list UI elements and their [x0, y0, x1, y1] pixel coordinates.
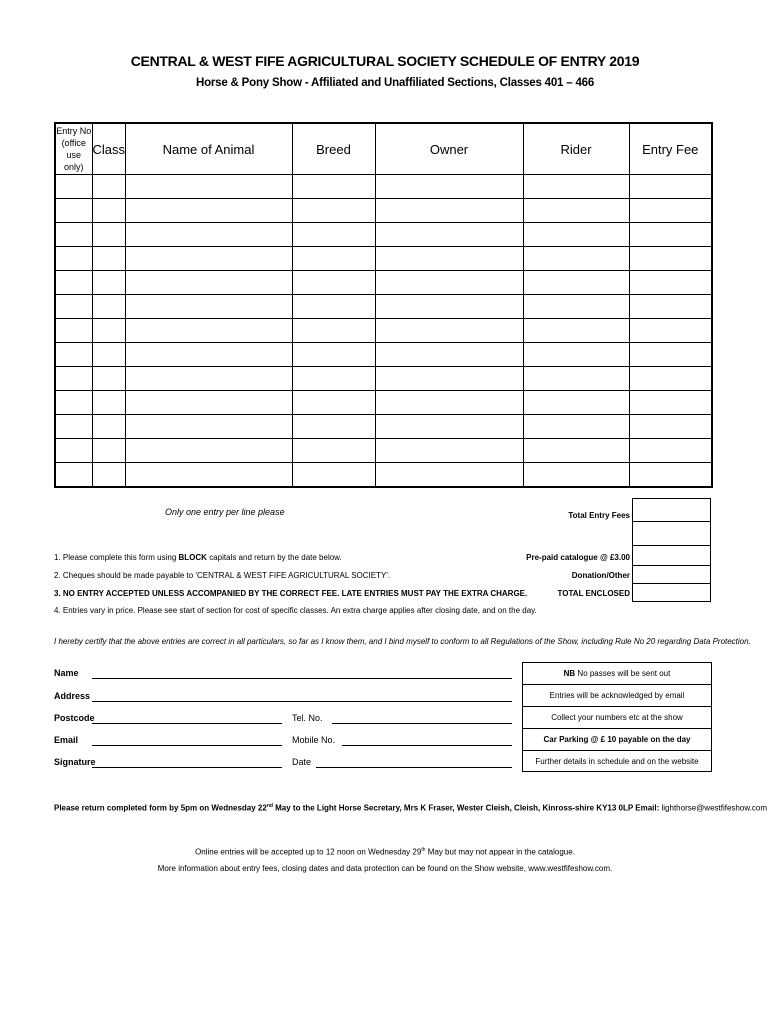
catalogue-label: Pre-paid catalogue @ £3.00: [526, 553, 630, 562]
entry-fee-cell[interactable]: [629, 223, 712, 247]
date-field[interactable]: [316, 767, 512, 768]
breed-cell[interactable]: [292, 319, 375, 343]
header-owner: Owner: [375, 123, 523, 175]
postcode-label: Postcode: [54, 713, 95, 723]
email-field[interactable]: [92, 745, 282, 746]
table-row: [55, 343, 712, 367]
more-information-note: More information about entry fees, closing dates and data protection can be found on the Show website, www.westfifeshow.com.: [157, 864, 613, 873]
owner-cell[interactable]: [375, 415, 523, 439]
class-cell[interactable]: [92, 295, 125, 319]
entry-no-cell[interactable]: [55, 223, 92, 247]
breed-cell[interactable]: [292, 199, 375, 223]
total-enclosed-field[interactable]: [632, 584, 711, 602]
signature-label: Signature: [54, 757, 96, 767]
rider-cell[interactable]: [523, 247, 629, 271]
return-instructions: Please return completed form by 5pm on Wednesday 22nd May to the Light Horse Secretary, Mrs K Fraser, Wester Cleish, Cleish, Kinross-shire KY13 0LP Email: lighthorse@westfifeshow.com: [54, 803, 767, 813]
breed-cell[interactable]: [292, 247, 375, 271]
class-cell[interactable]: [92, 415, 125, 439]
breed-cell[interactable]: [292, 271, 375, 295]
table-header-row: [55, 123, 712, 175]
rider-cell[interactable]: [523, 367, 629, 391]
class-cell[interactable]: [92, 343, 125, 367]
note-1: 1. Please complete this form using BLOCK capitals and return by the date below.: [54, 553, 342, 562]
entry-fee-cell[interactable]: [629, 439, 712, 463]
entry-no-cell[interactable]: [55, 367, 92, 391]
owner-cell[interactable]: [375, 319, 523, 343]
animal-name-cell[interactable]: [125, 223, 292, 247]
total-enclosed-label: TOTAL ENCLOSED: [557, 589, 630, 598]
owner-cell[interactable]: [375, 439, 523, 463]
entry-no-cell[interactable]: [55, 319, 92, 343]
owner-cell[interactable]: [375, 391, 523, 415]
address-label: Address: [54, 691, 91, 701]
entry-no-cell[interactable]: [55, 439, 92, 463]
breed-cell[interactable]: [292, 391, 375, 415]
table-row: [55, 175, 712, 199]
owner-cell[interactable]: [375, 199, 523, 223]
rider-cell[interactable]: [523, 343, 629, 367]
name-label: Name: [54, 668, 79, 678]
total-entry-fees-field[interactable]: [632, 498, 711, 522]
header-breed: Breed: [292, 123, 375, 175]
entry-no-cell[interactable]: [55, 343, 92, 367]
header-rider: Rider: [523, 123, 629, 175]
blank-total-field[interactable]: [632, 522, 711, 546]
class-cell[interactable]: [92, 367, 125, 391]
tel-label: Tel. No.: [292, 713, 323, 723]
class-cell[interactable]: [92, 247, 125, 271]
owner-cell[interactable]: [375, 247, 523, 271]
table-row: [55, 439, 712, 463]
collect-numbers-note: Collect your numbers etc at the show: [523, 707, 711, 729]
entry-fee-cell[interactable]: [629, 271, 712, 295]
total-entry-fees-label: Total Entry Fees: [568, 511, 630, 520]
table-row: [55, 271, 712, 295]
entry-fee-cell[interactable]: [629, 199, 712, 223]
owner-cell[interactable]: [375, 223, 523, 247]
class-cell[interactable]: [92, 391, 125, 415]
rider-cell[interactable]: [523, 271, 629, 295]
class-cell[interactable]: [92, 463, 125, 488]
owner-cell[interactable]: [375, 463, 523, 488]
owner-cell[interactable]: [375, 367, 523, 391]
form-title: CENTRAL & WEST FIFE AGRICULTURAL SOCIETY SCHEDULE OF ENTRY 2019: [130, 53, 640, 69]
animal-name-cell[interactable]: [125, 463, 292, 488]
donation-field[interactable]: [632, 566, 711, 584]
note-4: 4. Entries vary in price. Please see start of section for cost of specific classes. An extra charge applies after closing date, and on the day.: [54, 606, 537, 615]
information-box: [522, 662, 712, 772]
class-cell[interactable]: [92, 271, 125, 295]
certification-statement: I hereby certify that the above entries are correct in all particulars, so far as I know them, and I bind myself to conform to all Regulations of the Show, including Rule No 20 regarding Data Protection.: [54, 637, 751, 646]
class-cell[interactable]: [92, 439, 125, 463]
rider-cell[interactable]: [523, 223, 629, 247]
breed-cell[interactable]: [292, 367, 375, 391]
car-parking-note: Car Parking @ £ 10 payable on the day: [523, 729, 711, 751]
table-row: [55, 319, 712, 343]
date-label: Date: [292, 757, 312, 767]
nb-no-passes: NB No passes will be sent out: [523, 663, 711, 685]
entry-fee-cell[interactable]: [629, 391, 712, 415]
email-label: Email: [54, 735, 79, 745]
breed-cell[interactable]: [292, 175, 375, 199]
donation-label: Donation/Other: [571, 571, 630, 580]
owner-cell[interactable]: [375, 343, 523, 367]
animal-name-cell[interactable]: [125, 247, 292, 271]
table-footnote: Only one entry per line please: [165, 507, 285, 517]
table-row: [55, 463, 712, 488]
class-cell[interactable]: [92, 223, 125, 247]
header-entry-no: Entry No (office use only): [55, 123, 92, 175]
entry-no-cell[interactable]: [55, 463, 92, 488]
entry-fee-cell[interactable]: [629, 415, 712, 439]
rider-cell[interactable]: [523, 175, 629, 199]
table-row: [55, 295, 712, 319]
tel-field[interactable]: [332, 723, 512, 724]
rider-cell[interactable]: [523, 463, 629, 488]
entry-fee-cell[interactable]: [629, 463, 712, 488]
breed-cell[interactable]: [292, 439, 375, 463]
entry-fee-cell[interactable]: [629, 175, 712, 199]
rider-cell[interactable]: [523, 391, 629, 415]
animal-name-cell[interactable]: [125, 343, 292, 367]
name-field[interactable]: [92, 678, 512, 679]
entry-fee-cell[interactable]: [629, 247, 712, 271]
class-cell[interactable]: [92, 319, 125, 343]
rider-cell[interactable]: [523, 415, 629, 439]
header-class: Class: [92, 123, 125, 175]
owner-cell[interactable]: [375, 295, 523, 319]
entry-no-cell[interactable]: [55, 295, 92, 319]
animal-name-cell[interactable]: [125, 175, 292, 199]
mobile-field[interactable]: [342, 745, 512, 746]
table-row: [55, 247, 712, 271]
form-subtitle: Horse & Pony Show - Affiliated and Unaffiliated Sections, Classes 401 – 466: [195, 77, 595, 89]
entry-no-cell[interactable]: [55, 247, 92, 271]
owner-cell[interactable]: [375, 175, 523, 199]
entry-no-cell[interactable]: [55, 175, 92, 199]
address-field[interactable]: [92, 701, 512, 702]
class-cell[interactable]: [92, 175, 125, 199]
table-row: [55, 391, 712, 415]
note-3: 3. NO ENTRY ACCEPTED UNLESS ACCOMPANIED BY THE CORRECT FEE. LATE ENTRIES MUST PAY THE EXTRA CHARGE.: [54, 589, 528, 598]
further-details-note: Further details in schedule and on the website: [535, 757, 699, 766]
table-row: [55, 223, 712, 247]
table-row: [55, 199, 712, 223]
signature-field[interactable]: [92, 767, 282, 768]
animal-name-cell[interactable]: [125, 319, 292, 343]
animal-name-cell[interactable]: [125, 391, 292, 415]
note-2: 2. Cheques should be made payable to 'CENTRAL & WEST FIFE AGRICULTURAL SOCIETY'.: [54, 571, 391, 580]
rider-cell[interactable]: [523, 319, 629, 343]
entry-fee-cell[interactable]: [629, 295, 712, 319]
rider-cell[interactable]: [523, 199, 629, 223]
online-entries-note: Online entries will be accepted up to 12 noon on Wednesday 29th May but may not appear in the catalogue.: [195, 847, 575, 857]
catalogue-field[interactable]: [632, 546, 711, 566]
animal-name-cell[interactable]: [125, 271, 292, 295]
table-row: [55, 367, 712, 391]
class-cell[interactable]: [92, 199, 125, 223]
table-row: [55, 415, 712, 439]
entry-no-cell[interactable]: [55, 415, 92, 439]
breed-cell[interactable]: [292, 343, 375, 367]
entry-no-cell[interactable]: [55, 199, 92, 223]
breed-cell[interactable]: [292, 295, 375, 319]
entry-fee-cell[interactable]: [629, 367, 712, 391]
secretary-email[interactable]: lighthorse@westfifeshow.com: [661, 803, 767, 813]
breed-cell[interactable]: [292, 415, 375, 439]
animal-name-cell[interactable]: [125, 415, 292, 439]
animal-name-cell[interactable]: [125, 295, 292, 319]
animal-name-cell[interactable]: [125, 367, 292, 391]
owner-cell[interactable]: [375, 271, 523, 295]
header-entry-fee: Entry Fee: [629, 123, 712, 175]
mobile-label: Mobile No.: [292, 735, 336, 745]
postcode-field[interactable]: [92, 723, 282, 724]
breed-cell[interactable]: [292, 463, 375, 488]
rider-cell[interactable]: [523, 295, 629, 319]
breed-cell[interactable]: [292, 223, 375, 247]
header-name-of-animal: Name of Animal: [125, 123, 292, 175]
entry-no-cell[interactable]: [55, 271, 92, 295]
entry-fee-cell[interactable]: [629, 343, 712, 367]
entry-table: [54, 122, 713, 488]
acknowledgement-note: Entries will be acknowledged by email: [523, 685, 711, 707]
rider-cell[interactable]: [523, 439, 629, 463]
entry-fee-cell[interactable]: [629, 319, 712, 343]
entry-no-cell[interactable]: [55, 391, 92, 415]
animal-name-cell[interactable]: [125, 199, 292, 223]
animal-name-cell[interactable]: [125, 439, 292, 463]
